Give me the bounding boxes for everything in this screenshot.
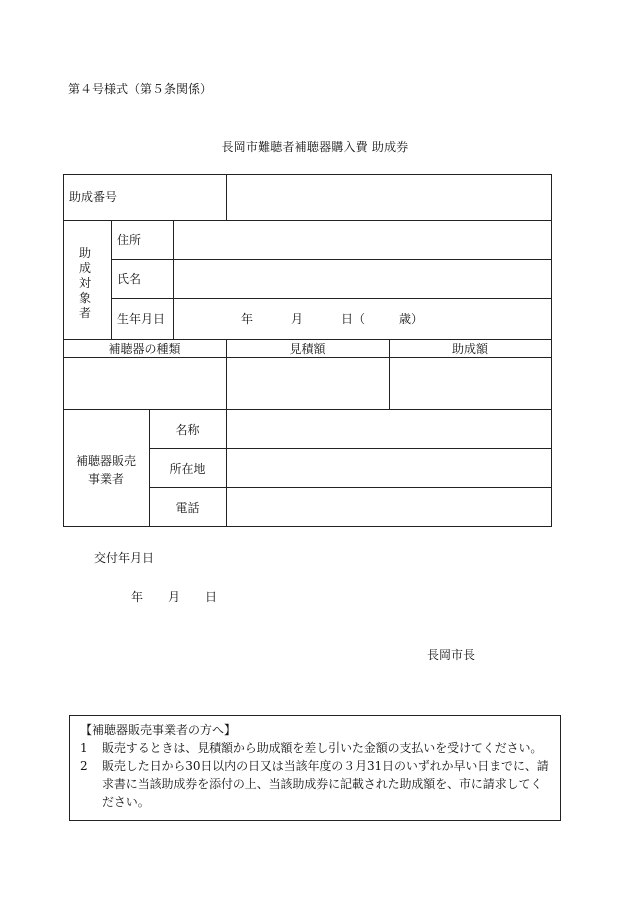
notice-item-text: 販売するときは、見積額から助成額を差し引いた金額の支払いを受けてください。	[102, 741, 543, 755]
birth-year-unit: 年	[241, 312, 254, 326]
notice-item	[80, 739, 552, 757]
form-title: 長岡市難聴者補聴器購入費 助成券	[221, 140, 409, 154]
birth-month-unit: 月	[291, 312, 304, 326]
issue-date-label: 交付年月日	[94, 551, 155, 565]
subject-label: 助成対象者	[78, 246, 91, 320]
col-grant-amount: 助成額	[451, 342, 488, 356]
issue-year-unit: 年	[131, 590, 144, 604]
form-number: 第４号様式（第５条関係）	[68, 82, 213, 96]
notice-item	[80, 757, 552, 811]
vendor-notice-box	[69, 715, 561, 821]
birthdate-label: 生年月日	[117, 312, 166, 326]
notice-heading: 【補聴器販売事業者の方へ】	[80, 723, 237, 737]
grant-number-label: 助成番号	[69, 190, 118, 204]
birth-age-unit: 歳）	[399, 312, 424, 326]
vendor-label-line1: 補聴器販売	[75, 454, 136, 468]
signer: 長岡市長	[427, 648, 476, 662]
col-hearing-aid-type: 補聴器の種類	[108, 342, 181, 356]
notice-item-number: 2	[80, 759, 88, 773]
vendor-location-label: 所在地	[169, 462, 206, 476]
col-estimate: 見積額	[289, 342, 326, 356]
address-label: 住所	[117, 233, 142, 247]
vendor-label-line2: 事業者	[87, 472, 124, 486]
notice-item-text: 販売した日から30日以内の日又は当該年度の３月31日のいずれか早い日までに、請求書に当該助成券を添付の上、当該助成券に記載された助成額を、市に請求してください。	[102, 759, 549, 809]
birth-day-unit: 日（	[341, 312, 366, 326]
name-label: 氏名	[117, 272, 142, 286]
vendor-phone-label: 電話	[175, 501, 200, 515]
notice-item-number: 1	[80, 741, 88, 755]
issue-day-unit: 日	[205, 590, 218, 604]
issue-month-unit: 月	[168, 590, 181, 604]
vendor-name-label: 名称	[175, 423, 200, 437]
